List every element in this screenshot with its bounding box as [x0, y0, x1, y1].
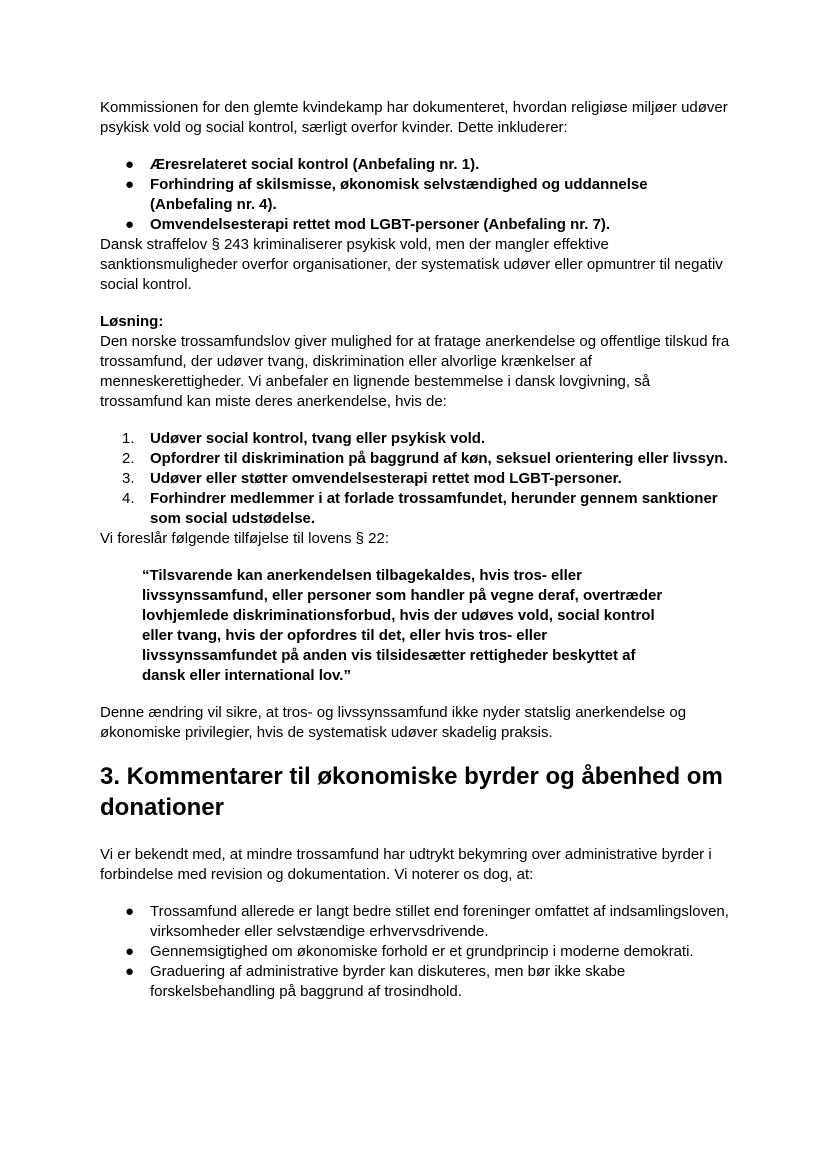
intro-paragraph: Kommissionen for den glemte kvindekamp har dokumenteret, hvordan religiøse miljøer udøver psykisk vold og social kontrol, særligt overfor kvinder. Dette inkluderer:	[100, 99, 728, 136]
proposal-outcome: Denne ændring vil sikre, at tros- og livssynssamfund ikke nyder statslig anerkendelse og økonomiske privilegier, hvis de systematisk udøver skadelig praksis.	[100, 704, 687, 741]
conditions-list	[100, 429, 730, 529]
list-item	[100, 215, 730, 235]
list-item-text: Æresrelateret social kontrol (Anbefaling nr. 1).	[150, 156, 480, 173]
list-number: 2.	[122, 450, 135, 467]
bullet-icon: ●	[125, 963, 135, 980]
list-item-text: Omvendelsesterapi rettet mod LGBT-personer (Anbefaling nr. 7).	[150, 216, 611, 233]
list-number: 4.	[122, 490, 135, 507]
list-item-text: Forhindring af skilsmisse, økonomisk selvstændighed og uddannelse (Anbefaling nr. 4).	[150, 176, 648, 213]
list-number: 3.	[122, 470, 135, 487]
solution-heading: Løsning:	[100, 313, 164, 330]
section-3-points	[100, 902, 730, 1002]
list-number: 1.	[122, 430, 135, 447]
list-item	[100, 942, 730, 962]
list-item	[100, 469, 730, 489]
issues-list	[100, 155, 730, 235]
law-note-paragraph: Dansk straffelov § 243 kriminaliserer psykisk vold, men der mangler effektive sanktionsmuligheder overfor organisationer, der systematisk udøver eller opmuntrer til negativ social kontrol.	[100, 236, 723, 293]
list-item-text: Udøver eller støtter omvendelsesterapi rettet mod LGBT-personer.	[150, 470, 622, 487]
list-item	[100, 902, 730, 942]
bullet-icon: ●	[125, 176, 135, 193]
list-item	[100, 429, 730, 449]
list-item-text: Gennemsigtighed om økonomiske forhold er et grundprincip i moderne demokrati.	[150, 943, 694, 960]
solution-paragraph: Den norske trossamfundslov giver mulighed for at fratage anerkendelse og offentlige tilskud fra trossamfund, der udøver tvang, diskrimination eller alvorlige krænkelser af menneskerettigheder. Vi anbefaler en lignende bestemmelse i dansk lovgivning, så trossamfund kan miste deres anerkendelse, hvis de:	[100, 333, 730, 410]
list-item	[100, 962, 730, 1002]
list-item-text: Trossamfund allerede er langt bedre stillet end foreninger omfattet af indsamlingsloven, virksomheder eller selvstændige erhvervsdrivende.	[150, 903, 729, 940]
list-item	[100, 489, 730, 529]
section-3-heading: 3. Kommentarer til økonomiske byrder og åbenhed om donationer	[100, 763, 723, 821]
document-page	[100, 98, 730, 1002]
bullet-icon: ●	[125, 156, 135, 173]
list-item-text: Graduering af administrative byrder kan diskuteres, men bør ikke skabe forskelsbehandling på baggrund af trosindhold.	[150, 963, 626, 1000]
list-item-text: Udøver social kontrol, tvang eller psykisk vold.	[150, 430, 486, 447]
section-3-intro: Vi er bekendt med, at mindre trossamfund har udtrykt bekymring over administrative byrder i forbindelse med revision og dokumentation. Vi noterer os dog, at:	[100, 846, 712, 883]
bullet-icon: ●	[125, 943, 135, 960]
list-item	[100, 449, 730, 469]
bullet-icon: ●	[125, 216, 135, 233]
proposal-intro: Vi foreslår følgende tilføjelse til lovens § 22:	[100, 530, 390, 547]
list-item	[100, 155, 730, 175]
proposal-quote: “Tilsvarende kan anerkendelsen tilbagekaldes, hvis tros- eller livssynssamfund, eller personer som handler på vegne deraf, overtræder lovhjemlede diskriminationsforbud, hvis der udøves vold, social kontrol eller tvang, hvis der opfordres til det, eller hvis tros- eller livssynssamfundet på anden vis tilsidesætter rettigheder beskyttet af dansk eller international lov.”	[142, 567, 663, 684]
list-item	[100, 175, 730, 215]
list-item-text: Forhindrer medlemmer i at forlade trossamfundet, herunder gennem sanktioner som social udstødelse.	[150, 490, 718, 527]
list-item-text: Opfordrer til diskrimination på baggrund af køn, seksuel orientering eller livssyn.	[150, 450, 728, 467]
bullet-icon: ●	[125, 903, 135, 920]
